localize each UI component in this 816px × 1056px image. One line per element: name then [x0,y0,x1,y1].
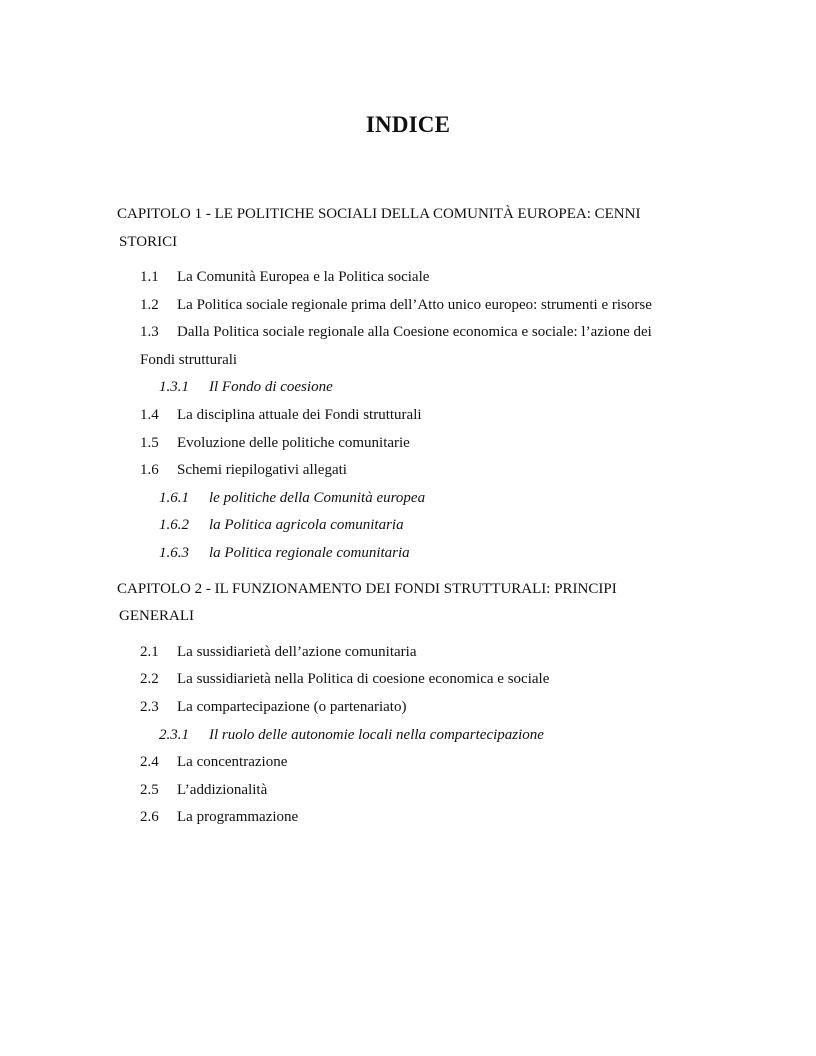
toc-entry-number: 1.6.2 [159,517,189,533]
toc-entry-1-6-2[interactable] [159,515,404,535]
toc-entry-2-5[interactable] [140,780,267,800]
toc-entry-number: 1.4 [140,407,159,423]
toc-entry-2-1[interactable] [140,642,417,662]
toc-entry-2-3-1[interactable] [159,725,544,745]
toc-entry-1-4[interactable] [140,405,422,425]
toc-entry-text: Il ruolo delle autonomie locali nella compartecipazione [209,727,544,743]
toc-entry-number: 1.1 [140,269,159,285]
toc-entry-1-3-1[interactable] [159,377,333,397]
toc-entry-number: 1.6.1 [159,490,189,506]
toc-entry-2-2[interactable] [140,669,549,689]
chapter-2-title[interactable]: CAPITOLO 2 - IL FUNZIONAMENTO DEI FONDI STRUTTURALI: PRINCIPI [117,581,617,597]
toc-entry-text: Schemi riepilogativi allegati [177,462,347,478]
toc-entry-number: 1.5 [140,435,159,451]
toc-entry-text: Il Fondo di coesione [209,379,333,395]
toc-entry-number: 2.4 [140,754,159,770]
toc-entry-text: La disciplina attuale dei Fondi strutturali [177,407,422,423]
toc-entry-text: L’addizionalità [177,782,268,798]
toc-entry-number: 2.2 [140,671,159,687]
toc-entry-number: 1.6 [140,462,159,478]
toc-entry-number: 2.3.1 [159,727,189,743]
toc-entry-number: 1.2 [140,297,159,313]
toc-entry-text: La concentrazione [177,754,288,770]
toc-entry-text: la Politica agricola comunitaria [209,517,404,533]
page-title: INDICE [365,112,451,137]
toc-entry-1-3-continued[interactable]: Fondi strutturali [140,352,238,368]
chapter-1-title-continued[interactable]: STORICI [119,234,178,250]
toc-entry-2-3[interactable] [140,697,406,717]
toc-entry-text: La programmazione [177,809,299,825]
toc-entry-text: La Comunità Europea e la Politica sociale [177,269,430,285]
toc-entry-1-3[interactable] [140,322,652,342]
toc-entry-2-6[interactable] [140,807,298,827]
chapter-1-title[interactable]: CAPITOLO 1 - LE POLITICHE SOCIALI DELLA COMUNITÀ EUROPEA: CENNI [117,206,641,222]
toc-entry-text: Evoluzione delle politiche comunitarie [177,435,410,451]
toc-entry-text: La Politica sociale regionale prima dell’Atto unico europeo: strumenti e risorse [177,297,652,313]
toc-entry-number: 2.3 [140,699,159,715]
toc-entry-text: Dalla Politica sociale regionale alla Coesione economica e sociale: l’azione dei [177,324,652,340]
toc-entry-number: 1.3.1 [159,379,189,395]
toc-entry-number: 2.1 [140,644,159,660]
toc-entry-1-6[interactable] [140,460,347,480]
toc-entry-number: 1.6.3 [159,545,189,561]
toc-entry-number: 1.3 [140,324,159,340]
toc-entry-2-4[interactable] [140,752,287,772]
toc-entry-1-1[interactable] [140,267,429,287]
toc-entry-1-6-3[interactable] [159,543,410,563]
toc-entry-text: La compartecipazione (o partenariato) [177,699,407,715]
toc-entry-1-5[interactable] [140,433,410,453]
toc-entry-text: la Politica regionale comunitaria [209,545,410,561]
chapter-2-title-continued[interactable]: GENERALI [119,608,194,624]
toc-entry-text: le politiche della Comunità europea [209,490,426,506]
toc-entry-1-6-1[interactable] [159,488,425,508]
toc-entry-1-2[interactable] [140,295,652,315]
toc-entry-text: La sussidiarietà nella Politica di coesione economica e sociale [177,671,550,687]
toc-entry-number: 2.6 [140,809,159,825]
toc-entry-number: 2.5 [140,782,159,798]
toc-entry-text: La sussidiarietà dell’azione comunitaria [177,644,417,660]
